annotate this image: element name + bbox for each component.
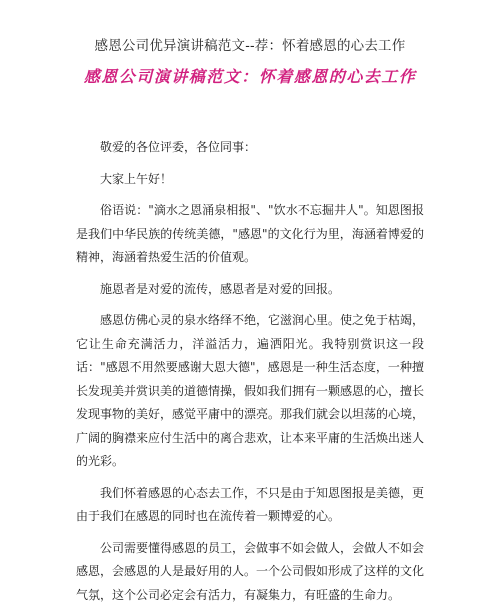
paragraph: 我们怀着感恩的心态去工作，不只是由于知恩图报是美德，更由于我们在感恩的同时也在流传着一颗博爱的心。: [76, 485, 425, 523]
salutation: 敬爱的各位评委，各位同事：: [100, 140, 257, 154]
paragraph: 施恩者是对爱的流传，感恩者是对爱的回报。: [100, 281, 341, 296]
paragraph: 公司需要懂得感恩的员工，会做事不如会做人，会做人不如会感恩，会感恩的人是最好用的人。一个公司假如形成了这样的文化气氛，这个公司必定会有活力，有凝集力，有旺盛的生命力。: [76, 540, 425, 602]
document-body: [76, 136, 424, 615]
paragraph: 俗语说："滴水之恩涌泉相报"、"饮水不忘掘井人"。知恩图报是我们中华民族的传统美德，"感恩"的文化行为里，海涵着博爱的精神，海涵着热爱生活的价值观。: [76, 203, 424, 264]
paragraph: 感恩仿佛心灵的泉水络绎不绝，它滋润心里。使之免于枯竭，它让生命充满活力，洋溢活力，遍洒阳光。我特别赏识这一段话："感恩不用然要感谢大恩大德"，感恩是一种生活态度，一种擅长发现美并赏识美的道德情操，假如我们拥有一颗感恩的心，擅长发现事物的美好，感觉平庸中的漂亮。那我们就会以坦荡的心境，广阔的胸襟来应付生活中的离合悲欢，让本来平庸的生活焕出迷人的光彩。: [76, 313, 425, 468]
page-header-title: 感恩公司优异演讲稿范文--荐：怀着感恩的心去工作: [94, 38, 406, 54]
greeting: 大家上午好！: [100, 171, 173, 186]
document-title: 感恩公司演讲稿范文：怀着感恩的心去工作: [83, 67, 417, 86]
